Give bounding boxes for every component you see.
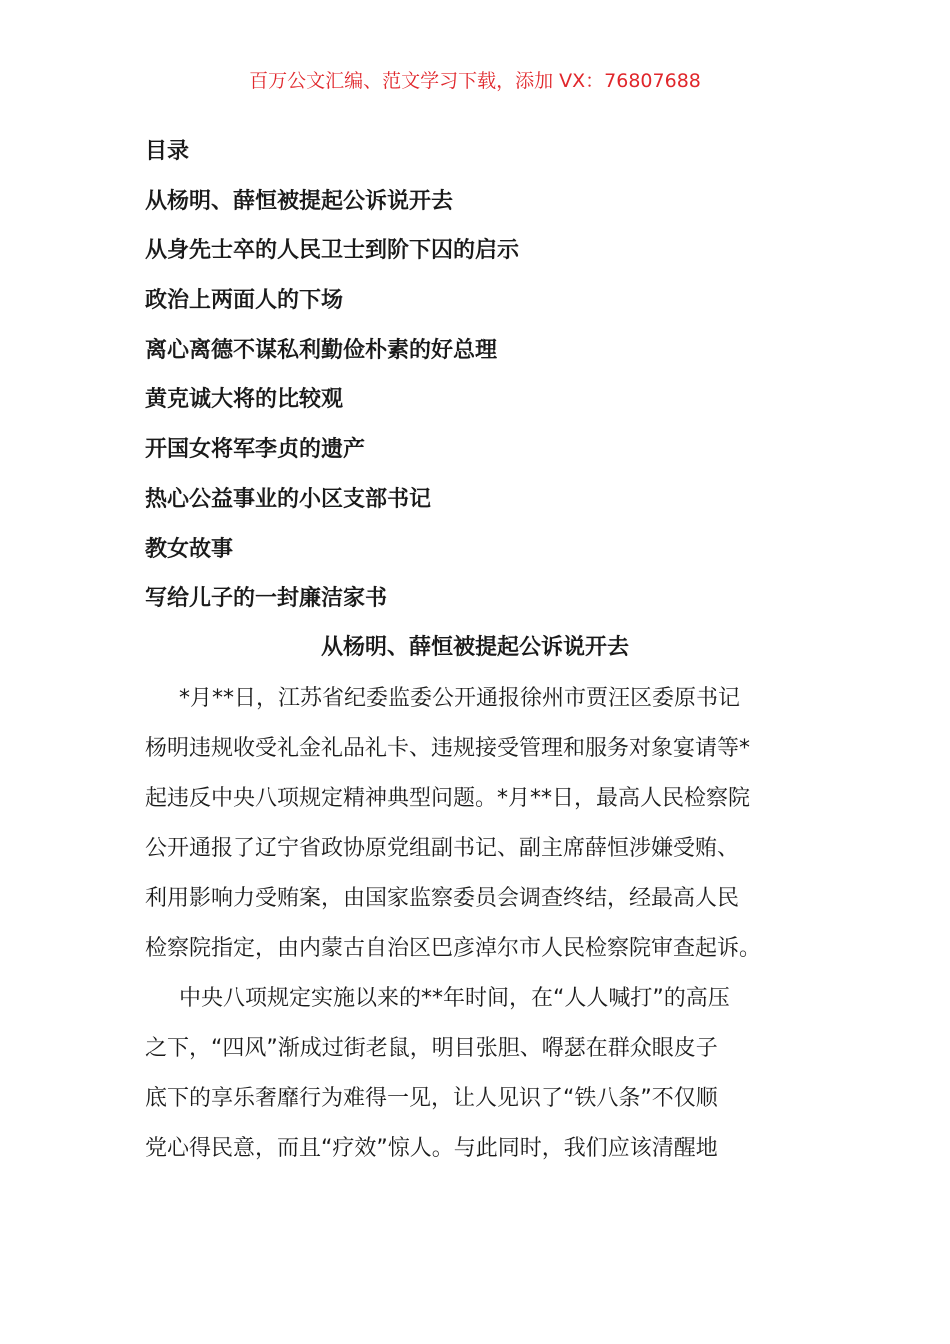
toc-item: 教女故事 [145, 536, 234, 562]
paragraph-line: 利用影响力受贿案，由国家监察委员会调查终结，经最高人民 [145, 886, 740, 911]
article-title: 从杨明、薛恒被提起公诉说开去 [320, 635, 629, 660]
paragraph-line: 公开通报了辽宁省政协原党组副书记、副主席薛恒涉嫌受贿、 [145, 836, 740, 861]
header-note: 百万公文汇编、范文学习下载，添加 VX：76807688 [249, 70, 701, 92]
toc-item: 离心离德不谋私利勤俭朴素的好总理 [145, 337, 498, 363]
toc-heading: 目录 [145, 139, 190, 164]
toc-item: 黄克诚大将的比较观 [145, 387, 344, 413]
paragraph-line: *月**日，江苏省纪委监委公开通报徐州市贾汪区委原书记 [179, 686, 741, 711]
paragraph-2 [145, 982, 825, 1182]
toc-item: 热心公益事业的小区支部书记 [145, 486, 432, 512]
paragraph-line: 之下，“四风”渐成过街老鼠，明目张胆、嘚瑟在群众眼皮子 [145, 1036, 718, 1061]
paragraph-line: 起违反中央八项规定精神典型问题。*月**日，最高人民检察院 [145, 786, 751, 811]
paragraph-line: 中央八项规定实施以来的**年时间，在“人人喊打”的高压 [179, 986, 730, 1011]
toc-item: 开国女将军李贞的遗产 [145, 437, 366, 463]
toc-item: 从杨明、薛恒被提起公诉说开去 [145, 188, 454, 214]
table-of-contents [145, 136, 825, 633]
paragraph-line: 杨明违规收受礼金礼品礼卡、违规接受管理和服务对象宴请等* [145, 736, 751, 761]
toc-item: 政治上两面人的下场 [145, 288, 344, 314]
paragraph-1 [145, 682, 825, 982]
toc-item: 从身先士卒的人民卫士到阶下囚的启示 [145, 238, 520, 264]
toc-item: 写给儿子的一封廉洁家书 [145, 586, 388, 612]
paragraph-line: 党心得民意，而且“疗效”惊人。与此同时，我们应该清醒地 [145, 1136, 718, 1161]
paragraph-line: 检察院指定，由内蒙古自治区巴彦淖尔市人民检察院审查起诉。 [145, 936, 762, 961]
paragraph-line: 底下的享乐奢靡行为难得一见，让人见识了“铁八条”不仅顺 [145, 1086, 718, 1111]
